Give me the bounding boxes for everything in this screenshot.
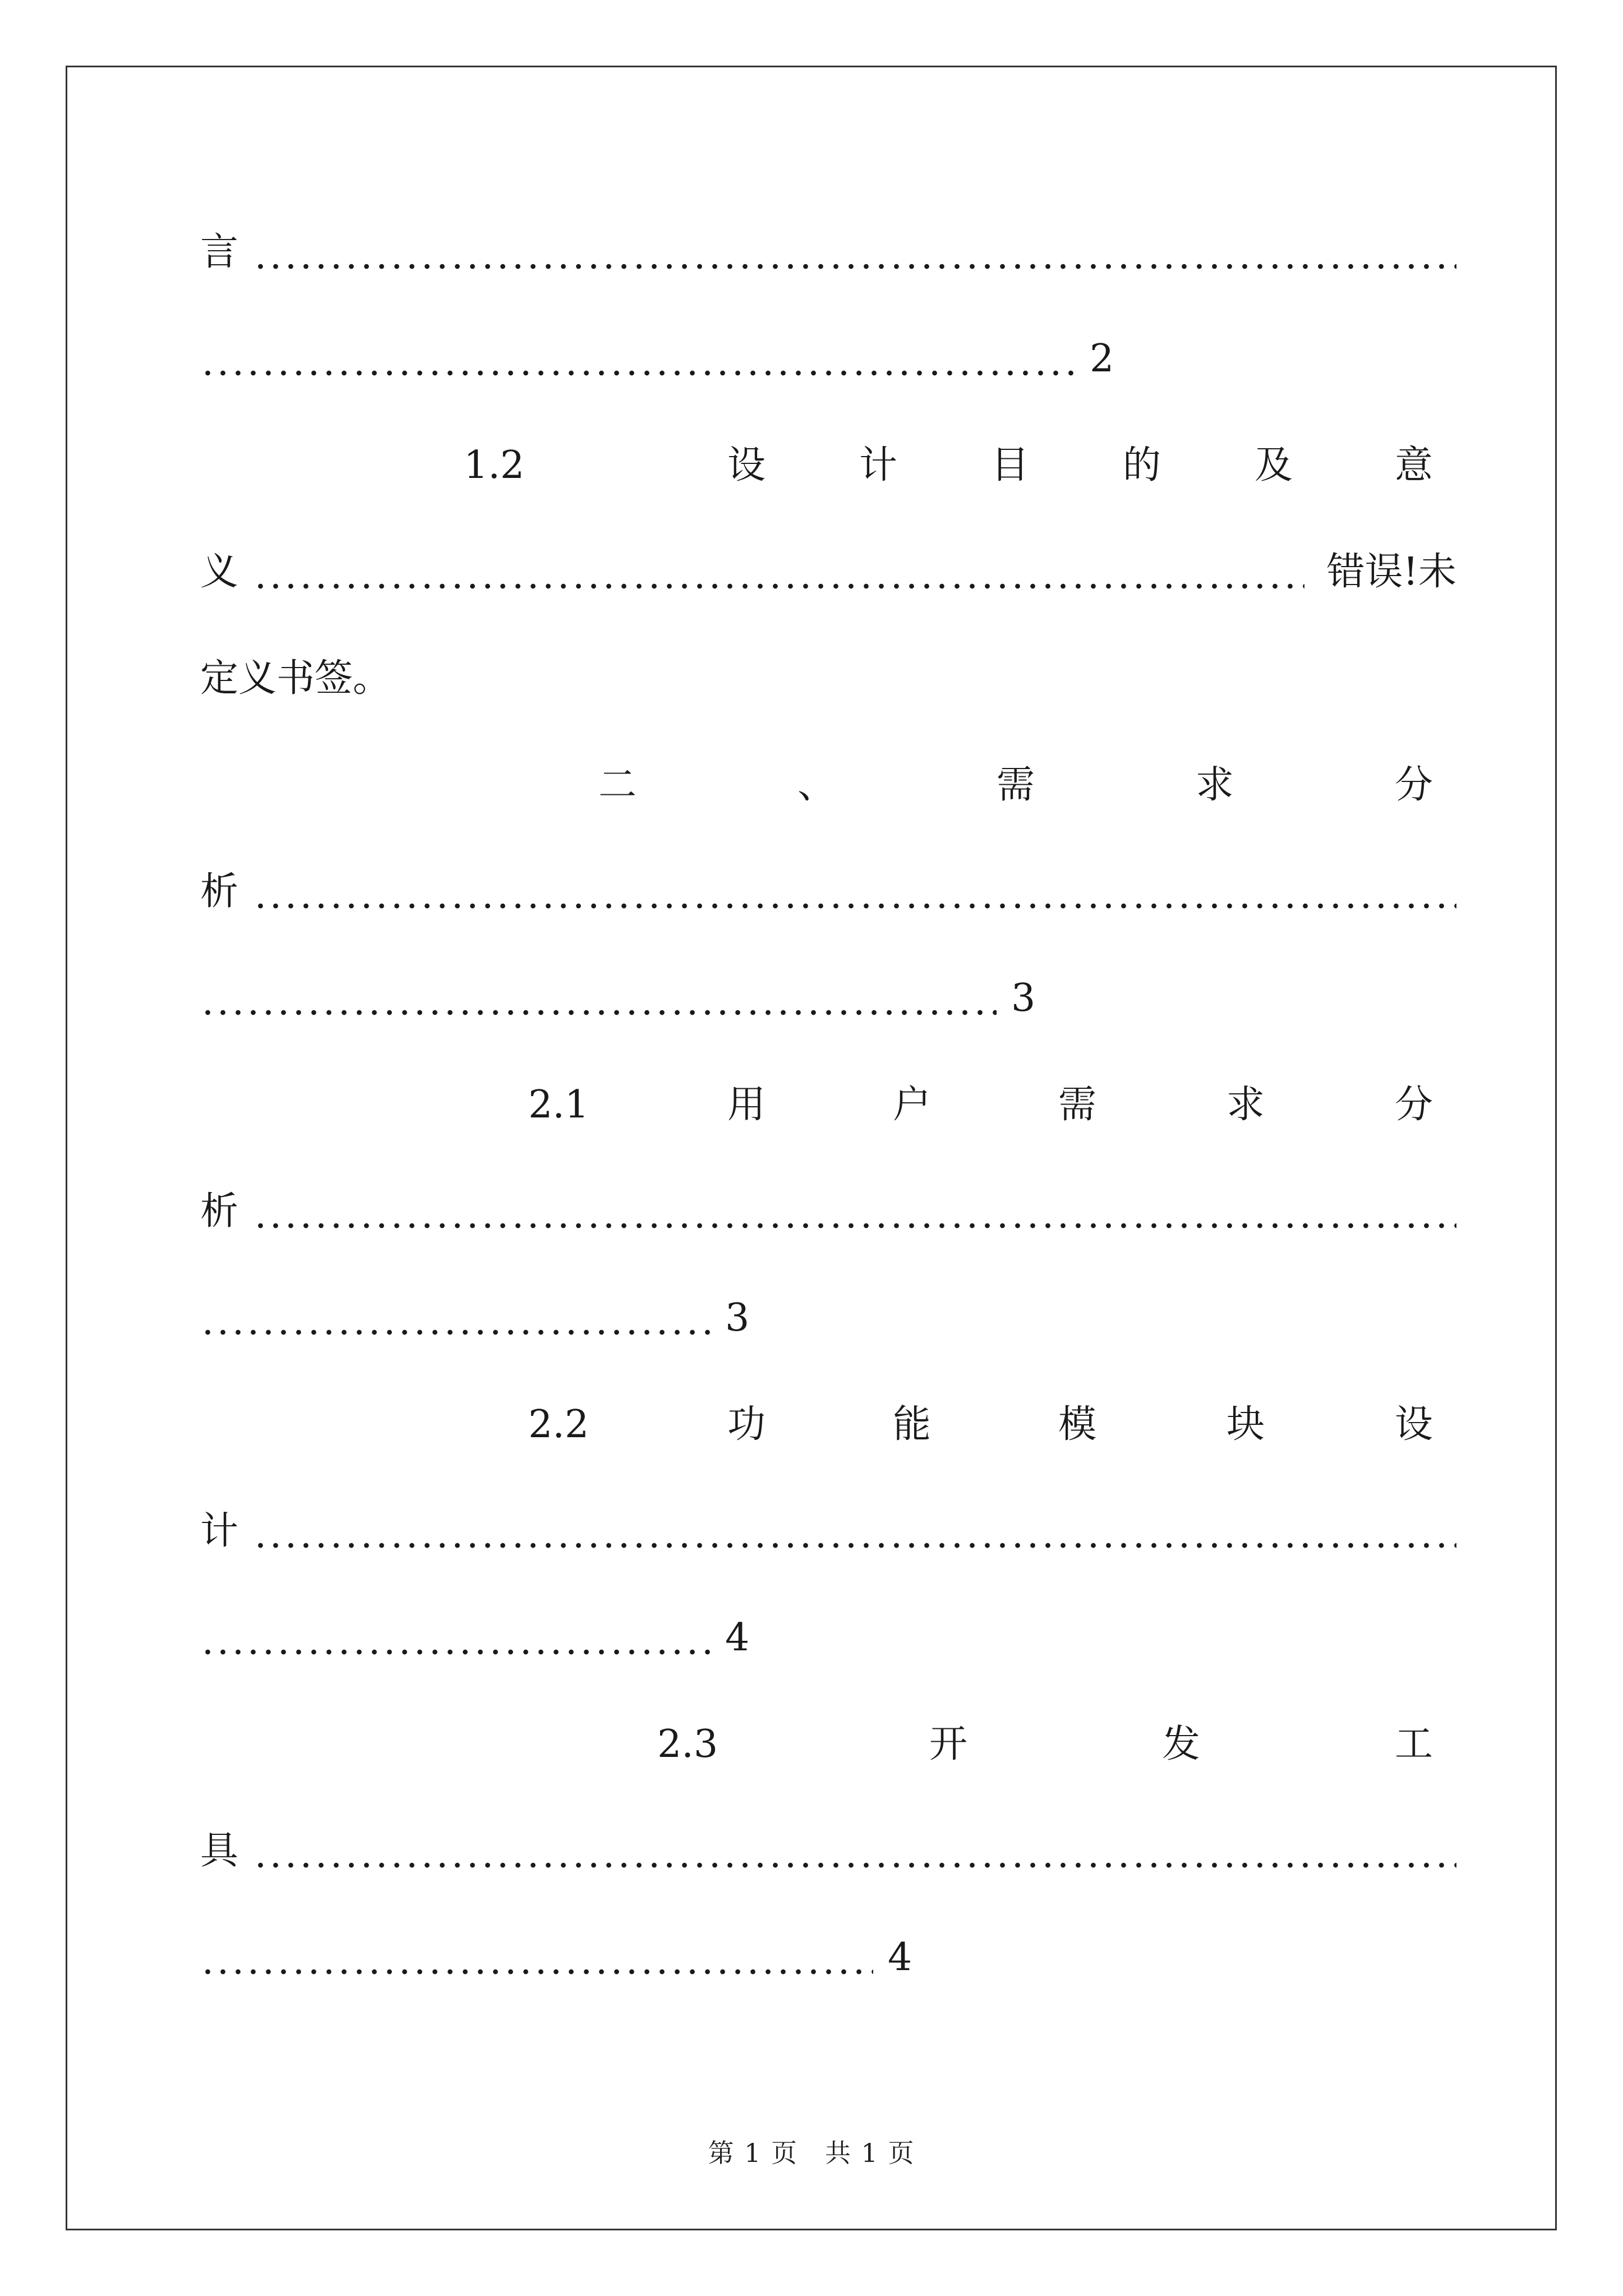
toc-2-3-page[interactable]: 4 xyxy=(888,1935,912,1980)
toc-2-2-page[interactable]: 4 xyxy=(725,1616,750,1660)
toc-preface-page[interactable]: 2 xyxy=(1090,337,1114,381)
toc-2-1-char2: 析 xyxy=(200,1189,239,1234)
toc-1-2-char: 计 xyxy=(859,443,898,487)
toc-1-2-char: 意 xyxy=(1395,443,1433,487)
toc-line-1-2-2 xyxy=(200,544,1456,600)
dot-leader xyxy=(200,970,997,1027)
toc-2-3-char2: 具 xyxy=(200,1829,239,1873)
toc-2-1-char: 求 xyxy=(1227,1083,1265,1127)
toc-1-2-char: 及 xyxy=(1255,443,1293,487)
toc-2-char: 、 xyxy=(797,763,836,807)
toc-2-1-char: 需 xyxy=(1058,1083,1097,1127)
toc-1-2-continuation: 定义书签。 xyxy=(200,656,391,701)
toc-2-2-char: 设 xyxy=(1395,1402,1433,1447)
dot-leader xyxy=(253,544,1304,600)
toc-2-2-char: 模 xyxy=(1058,1402,1097,1447)
dot-leader xyxy=(200,331,1075,387)
toc-2-char: 需 xyxy=(997,763,1035,807)
toc-line-2-1-3 xyxy=(200,1290,1456,1346)
toc-line-2-2-3 xyxy=(200,1610,1456,1666)
dot-leader xyxy=(253,1184,1456,1240)
page-footer: 第 1 页 共 1 页 xyxy=(708,2138,915,2168)
toc-2-2-char: 功 xyxy=(727,1402,766,1447)
toc-2-page[interactable]: 3 xyxy=(1011,976,1036,1020)
toc-2-3-char: 发 xyxy=(1162,1722,1201,1766)
page-border xyxy=(66,66,1557,2230)
toc-line-2-1-2 xyxy=(200,1184,1456,1240)
toc-line-2-2-1 xyxy=(200,1397,1456,1453)
toc-line-2-2 xyxy=(200,864,1456,920)
toc-line-preface-2 xyxy=(200,331,1456,387)
toc-2-char2: 析 xyxy=(200,869,239,914)
toc-2-char: 分 xyxy=(1395,763,1433,807)
toc-line-2-1 xyxy=(200,757,1456,813)
toc-2-1-char: 户 xyxy=(893,1083,932,1127)
dot-leader xyxy=(253,1823,1456,1879)
toc-line-1-2-1 xyxy=(200,438,1456,494)
dot-leader xyxy=(253,224,1456,280)
toc-line-2-3-2 xyxy=(200,1823,1456,1879)
toc-line-preface-1 xyxy=(200,224,1456,280)
toc-2-2-char: 块 xyxy=(1227,1402,1265,1447)
toc-1-2-char2: 义 xyxy=(200,550,239,594)
toc-2-2-number: 2.2 xyxy=(528,1402,589,1447)
dot-leader xyxy=(200,1930,873,1986)
toc-1-2-char: 设 xyxy=(727,443,766,487)
toc-2-2-char2: 计 xyxy=(200,1509,239,1553)
toc-2-1-number: 2.1 xyxy=(528,1083,589,1127)
toc-1-2-char: 目 xyxy=(991,443,1030,487)
toc-2-1-char: 分 xyxy=(1395,1083,1433,1127)
toc-line-1-2-3 xyxy=(200,651,1456,707)
toc-2-3-char: 开 xyxy=(929,1722,968,1766)
dot-leader xyxy=(253,864,1456,920)
toc-2-char: 求 xyxy=(1196,763,1234,807)
toc-line-2-1-1 xyxy=(200,1077,1456,1133)
toc-2-char: 二 xyxy=(598,763,637,807)
toc-line-2-3-3 xyxy=(200,1930,1456,1986)
toc-2-3-number: 2.3 xyxy=(657,1722,718,1766)
toc-line-2-3-1 xyxy=(200,1717,1456,1773)
toc-line-2-2-2 xyxy=(200,1503,1456,1559)
toc-preface-char: 言 xyxy=(200,230,239,274)
toc-2-1-page[interactable]: 3 xyxy=(725,1296,750,1340)
toc-line-2-3 xyxy=(200,970,1456,1027)
dot-leader xyxy=(200,1610,711,1666)
toc-2-2-char: 能 xyxy=(893,1402,932,1447)
dot-leader xyxy=(253,1503,1456,1559)
toc-2-3-char: 工 xyxy=(1395,1722,1433,1766)
toc-1-2-char: 的 xyxy=(1123,443,1161,487)
toc-1-2-number: 1.2 xyxy=(464,443,525,487)
toc-2-1-char: 用 xyxy=(727,1083,766,1127)
toc-1-2-error[interactable]: 错误!未 xyxy=(1326,550,1456,594)
dot-leader xyxy=(200,1290,711,1346)
